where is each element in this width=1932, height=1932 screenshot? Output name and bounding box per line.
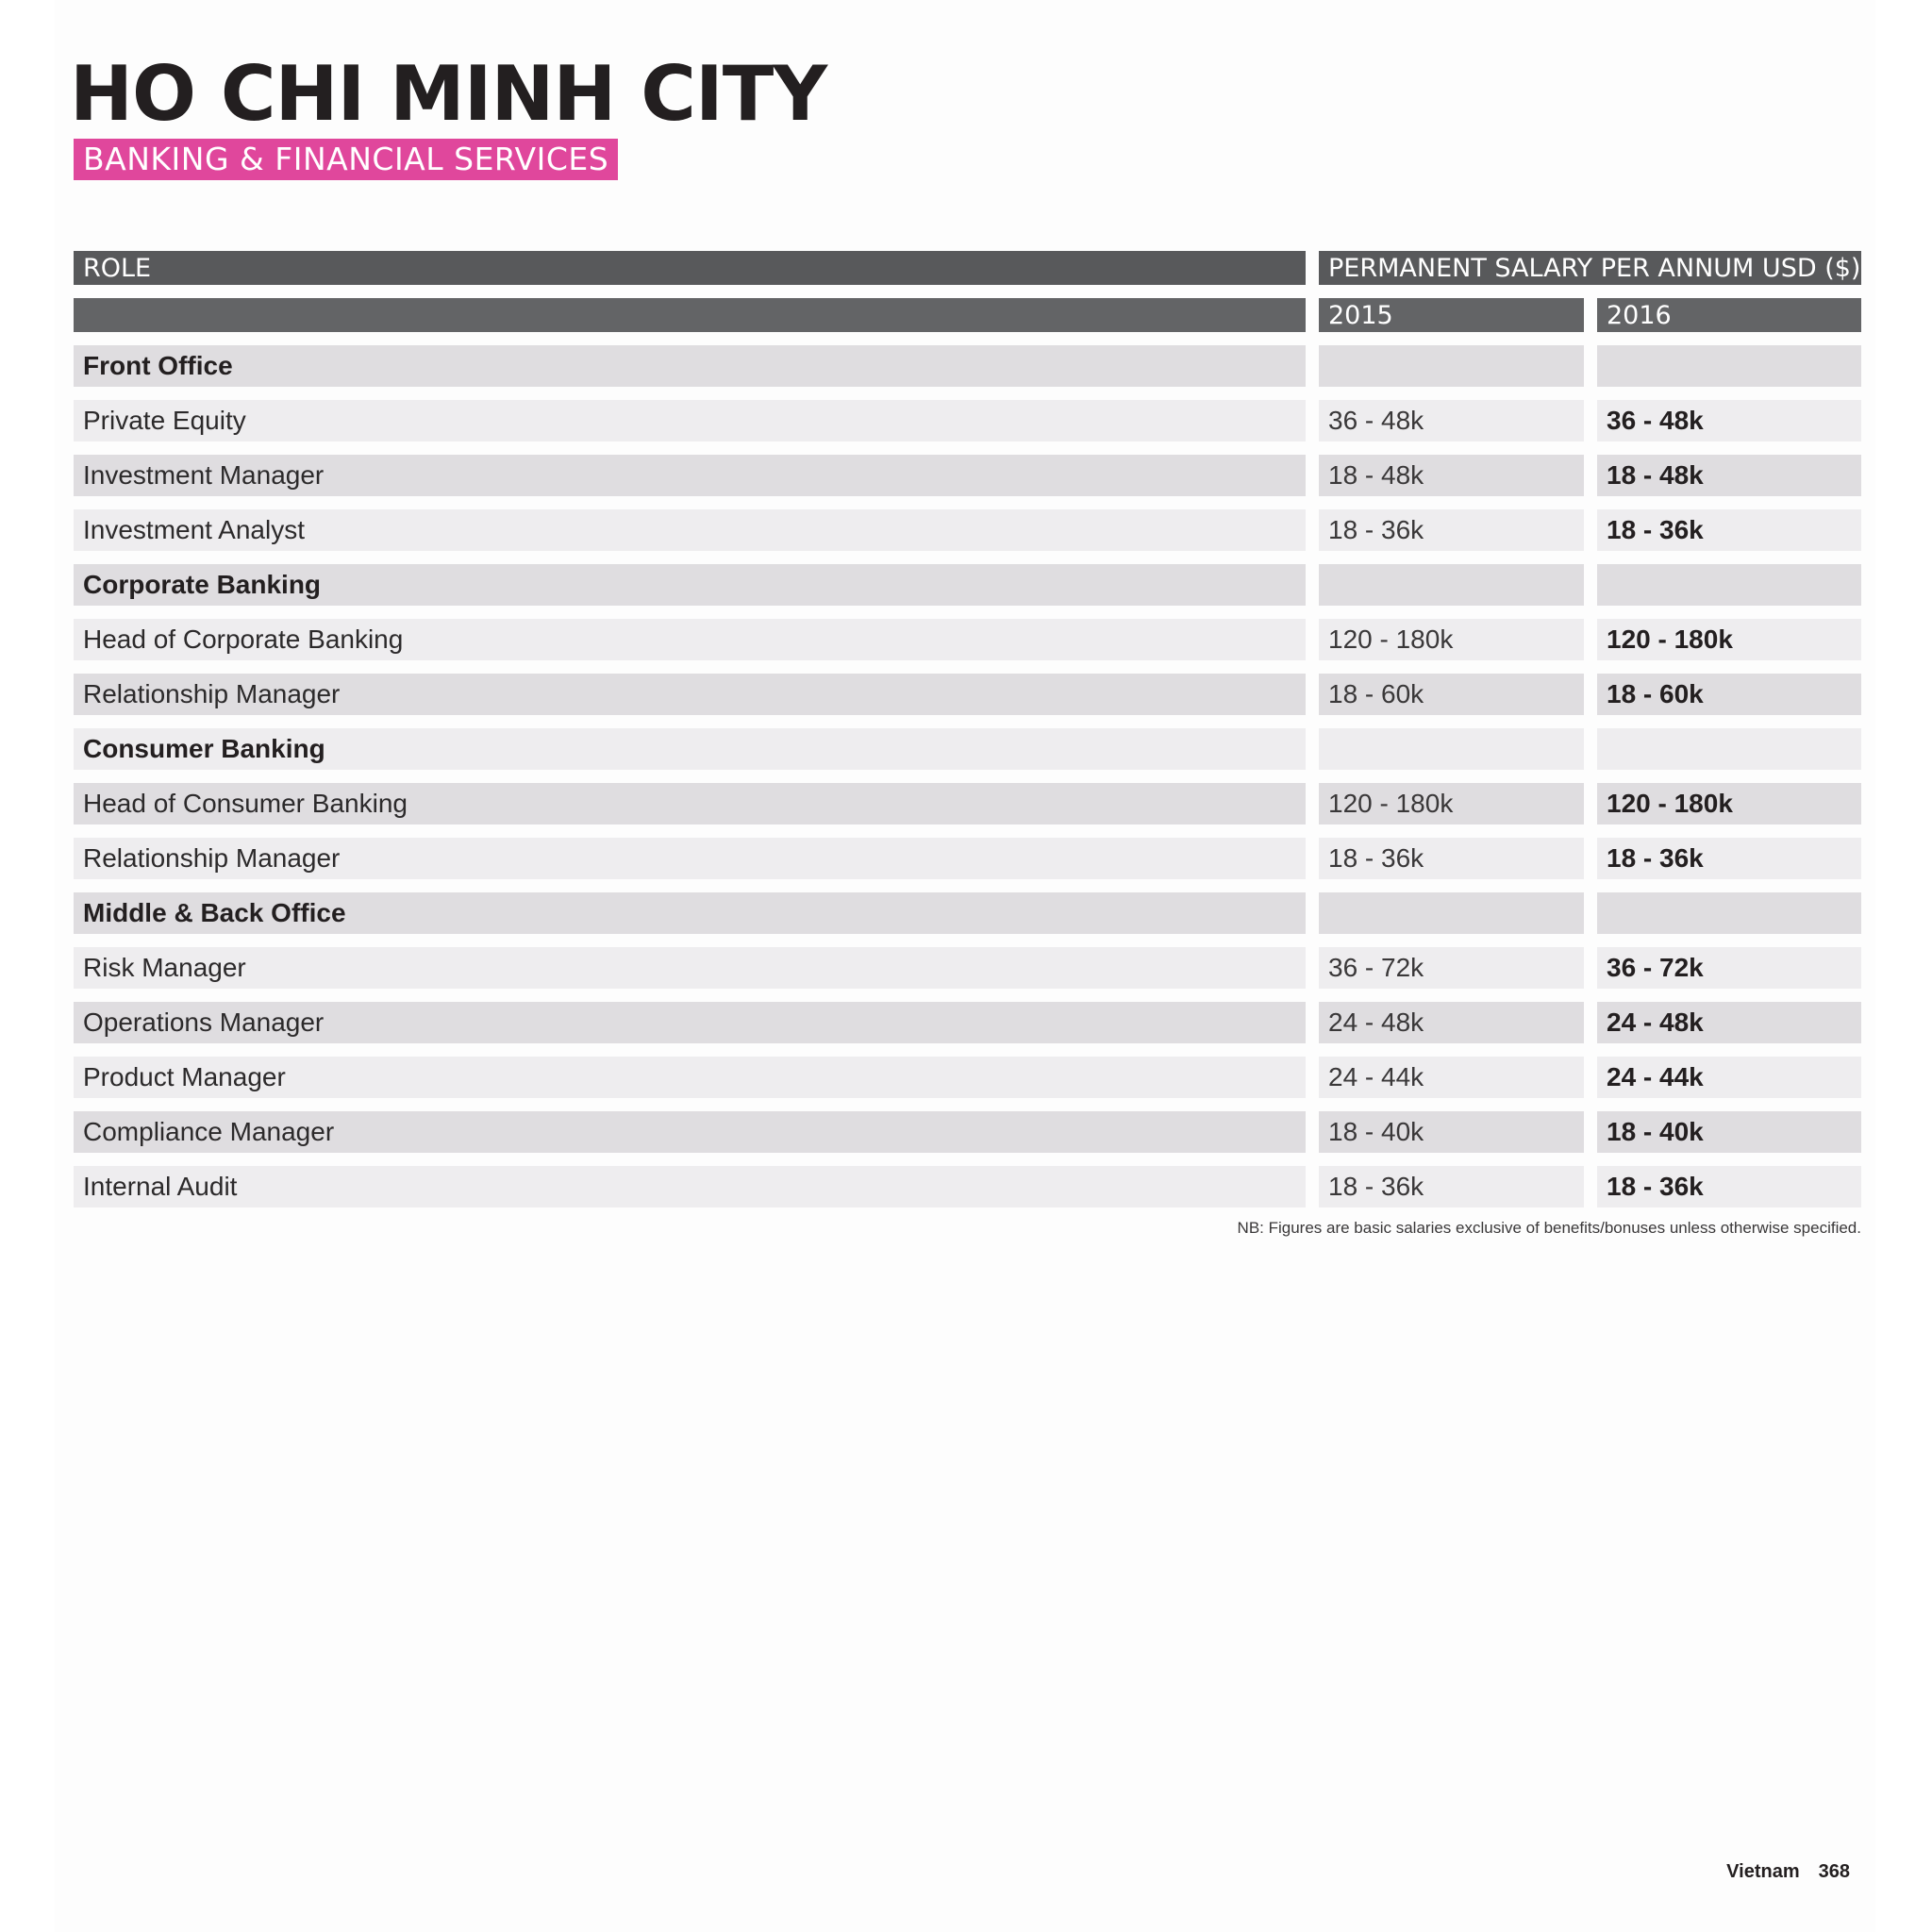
salary-2016: 24 - 48k: [1597, 1002, 1861, 1043]
header-salary: PERMANENT SALARY PER ANNUM USD ($): [1319, 251, 1861, 285]
table-row: [74, 1166, 1861, 1208]
table-row: [74, 619, 1861, 660]
header-role: ROLE: [74, 251, 1306, 285]
salary-2015: 18 - 36k: [1319, 838, 1584, 879]
footer-country: Vietnam: [1726, 1861, 1800, 1882]
salary-2016: 36 - 72k: [1597, 947, 1861, 989]
salary-2015: 18 - 40k: [1319, 1111, 1584, 1153]
salary-2016: 120 - 180k: [1597, 619, 1861, 660]
role-name: Head of Consumer Banking: [74, 783, 1306, 824]
salary-2015: 18 - 48k: [1319, 455, 1584, 496]
salary-table: [74, 251, 1861, 1221]
salary-2016: 36 - 48k: [1597, 400, 1861, 441]
role-name: Private Equity: [74, 400, 1306, 441]
salary-2015: 24 - 48k: [1319, 1002, 1584, 1043]
page-number: 368: [1818, 1861, 1850, 1882]
salary-2015: 36 - 72k: [1319, 947, 1584, 989]
salary-2015: 18 - 60k: [1319, 674, 1584, 715]
salary-2016: 18 - 36k: [1597, 1166, 1861, 1208]
role-name: Head of Corporate Banking: [74, 619, 1306, 660]
table-row: [74, 1002, 1861, 1043]
table-row: [74, 838, 1861, 879]
salary-2016: [1597, 728, 1861, 770]
salary-2016: 120 - 180k: [1597, 783, 1861, 824]
table-row: [74, 1057, 1861, 1098]
salary-2016: [1597, 892, 1861, 934]
table-row: [74, 947, 1861, 989]
page-footer: [1726, 1861, 1850, 1883]
role-name: Product Manager: [74, 1057, 1306, 1098]
salary-2015: [1319, 892, 1584, 934]
role-name: Relationship Manager: [74, 838, 1306, 879]
table-row: [74, 783, 1861, 824]
section-label: Front Office: [74, 345, 1306, 387]
table-section-row: [74, 564, 1861, 606]
role-name: Relationship Manager: [74, 674, 1306, 715]
salary-2015: [1319, 564, 1584, 606]
section-label: Corporate Banking: [74, 564, 1306, 606]
table-header-row: [74, 251, 1861, 285]
page-title: HO CHI MINH CITY: [70, 50, 827, 138]
table-section-row: [74, 345, 1861, 387]
role-name: Investment Analyst: [74, 509, 1306, 551]
salary-2016: [1597, 564, 1861, 606]
table-section-row: [74, 728, 1861, 770]
table-row: [74, 400, 1861, 441]
table-row: [74, 509, 1861, 551]
salary-2015: 120 - 180k: [1319, 783, 1584, 824]
subheader-blank: [74, 298, 1306, 332]
role-name: Investment Manager: [74, 455, 1306, 496]
table-section-row: [74, 892, 1861, 934]
table-subheader-row: [74, 298, 1861, 332]
salary-2015: 18 - 36k: [1319, 509, 1584, 551]
salary-2016: 18 - 40k: [1597, 1111, 1861, 1153]
salary-2015: [1319, 728, 1584, 770]
table-row: [74, 674, 1861, 715]
table-body: [74, 345, 1861, 1208]
role-name: Internal Audit: [74, 1166, 1306, 1208]
salary-2015: 18 - 36k: [1319, 1166, 1584, 1208]
section-label: Middle & Back Office: [74, 892, 1306, 934]
salary-2015: 36 - 48k: [1319, 400, 1584, 441]
salary-2016: [1597, 345, 1861, 387]
role-name: Compliance Manager: [74, 1111, 1306, 1153]
salary-2016: 18 - 36k: [1597, 838, 1861, 879]
role-name: Risk Manager: [74, 947, 1306, 989]
role-name: Operations Manager: [74, 1002, 1306, 1043]
salary-2015: [1319, 345, 1584, 387]
salary-2015: 120 - 180k: [1319, 619, 1584, 660]
header-year-2015: 2015: [1319, 298, 1584, 332]
salary-2016: 24 - 44k: [1597, 1057, 1861, 1098]
table-row: [74, 1111, 1861, 1153]
salary-2015: 24 - 44k: [1319, 1057, 1584, 1098]
header-year-2016: 2016: [1597, 298, 1861, 332]
table-row: [74, 455, 1861, 496]
salary-2016: 18 - 36k: [1597, 509, 1861, 551]
salary-2016: 18 - 60k: [1597, 674, 1861, 715]
footnote: NB: Figures are basic salaries exclusive of benefits/bonuses unless otherwise specified.: [1237, 1219, 1861, 1237]
salary-2016: 18 - 48k: [1597, 455, 1861, 496]
section-subtitle: BANKING & FINANCIAL SERVICES: [74, 139, 618, 180]
section-label: Consumer Banking: [74, 728, 1306, 770]
